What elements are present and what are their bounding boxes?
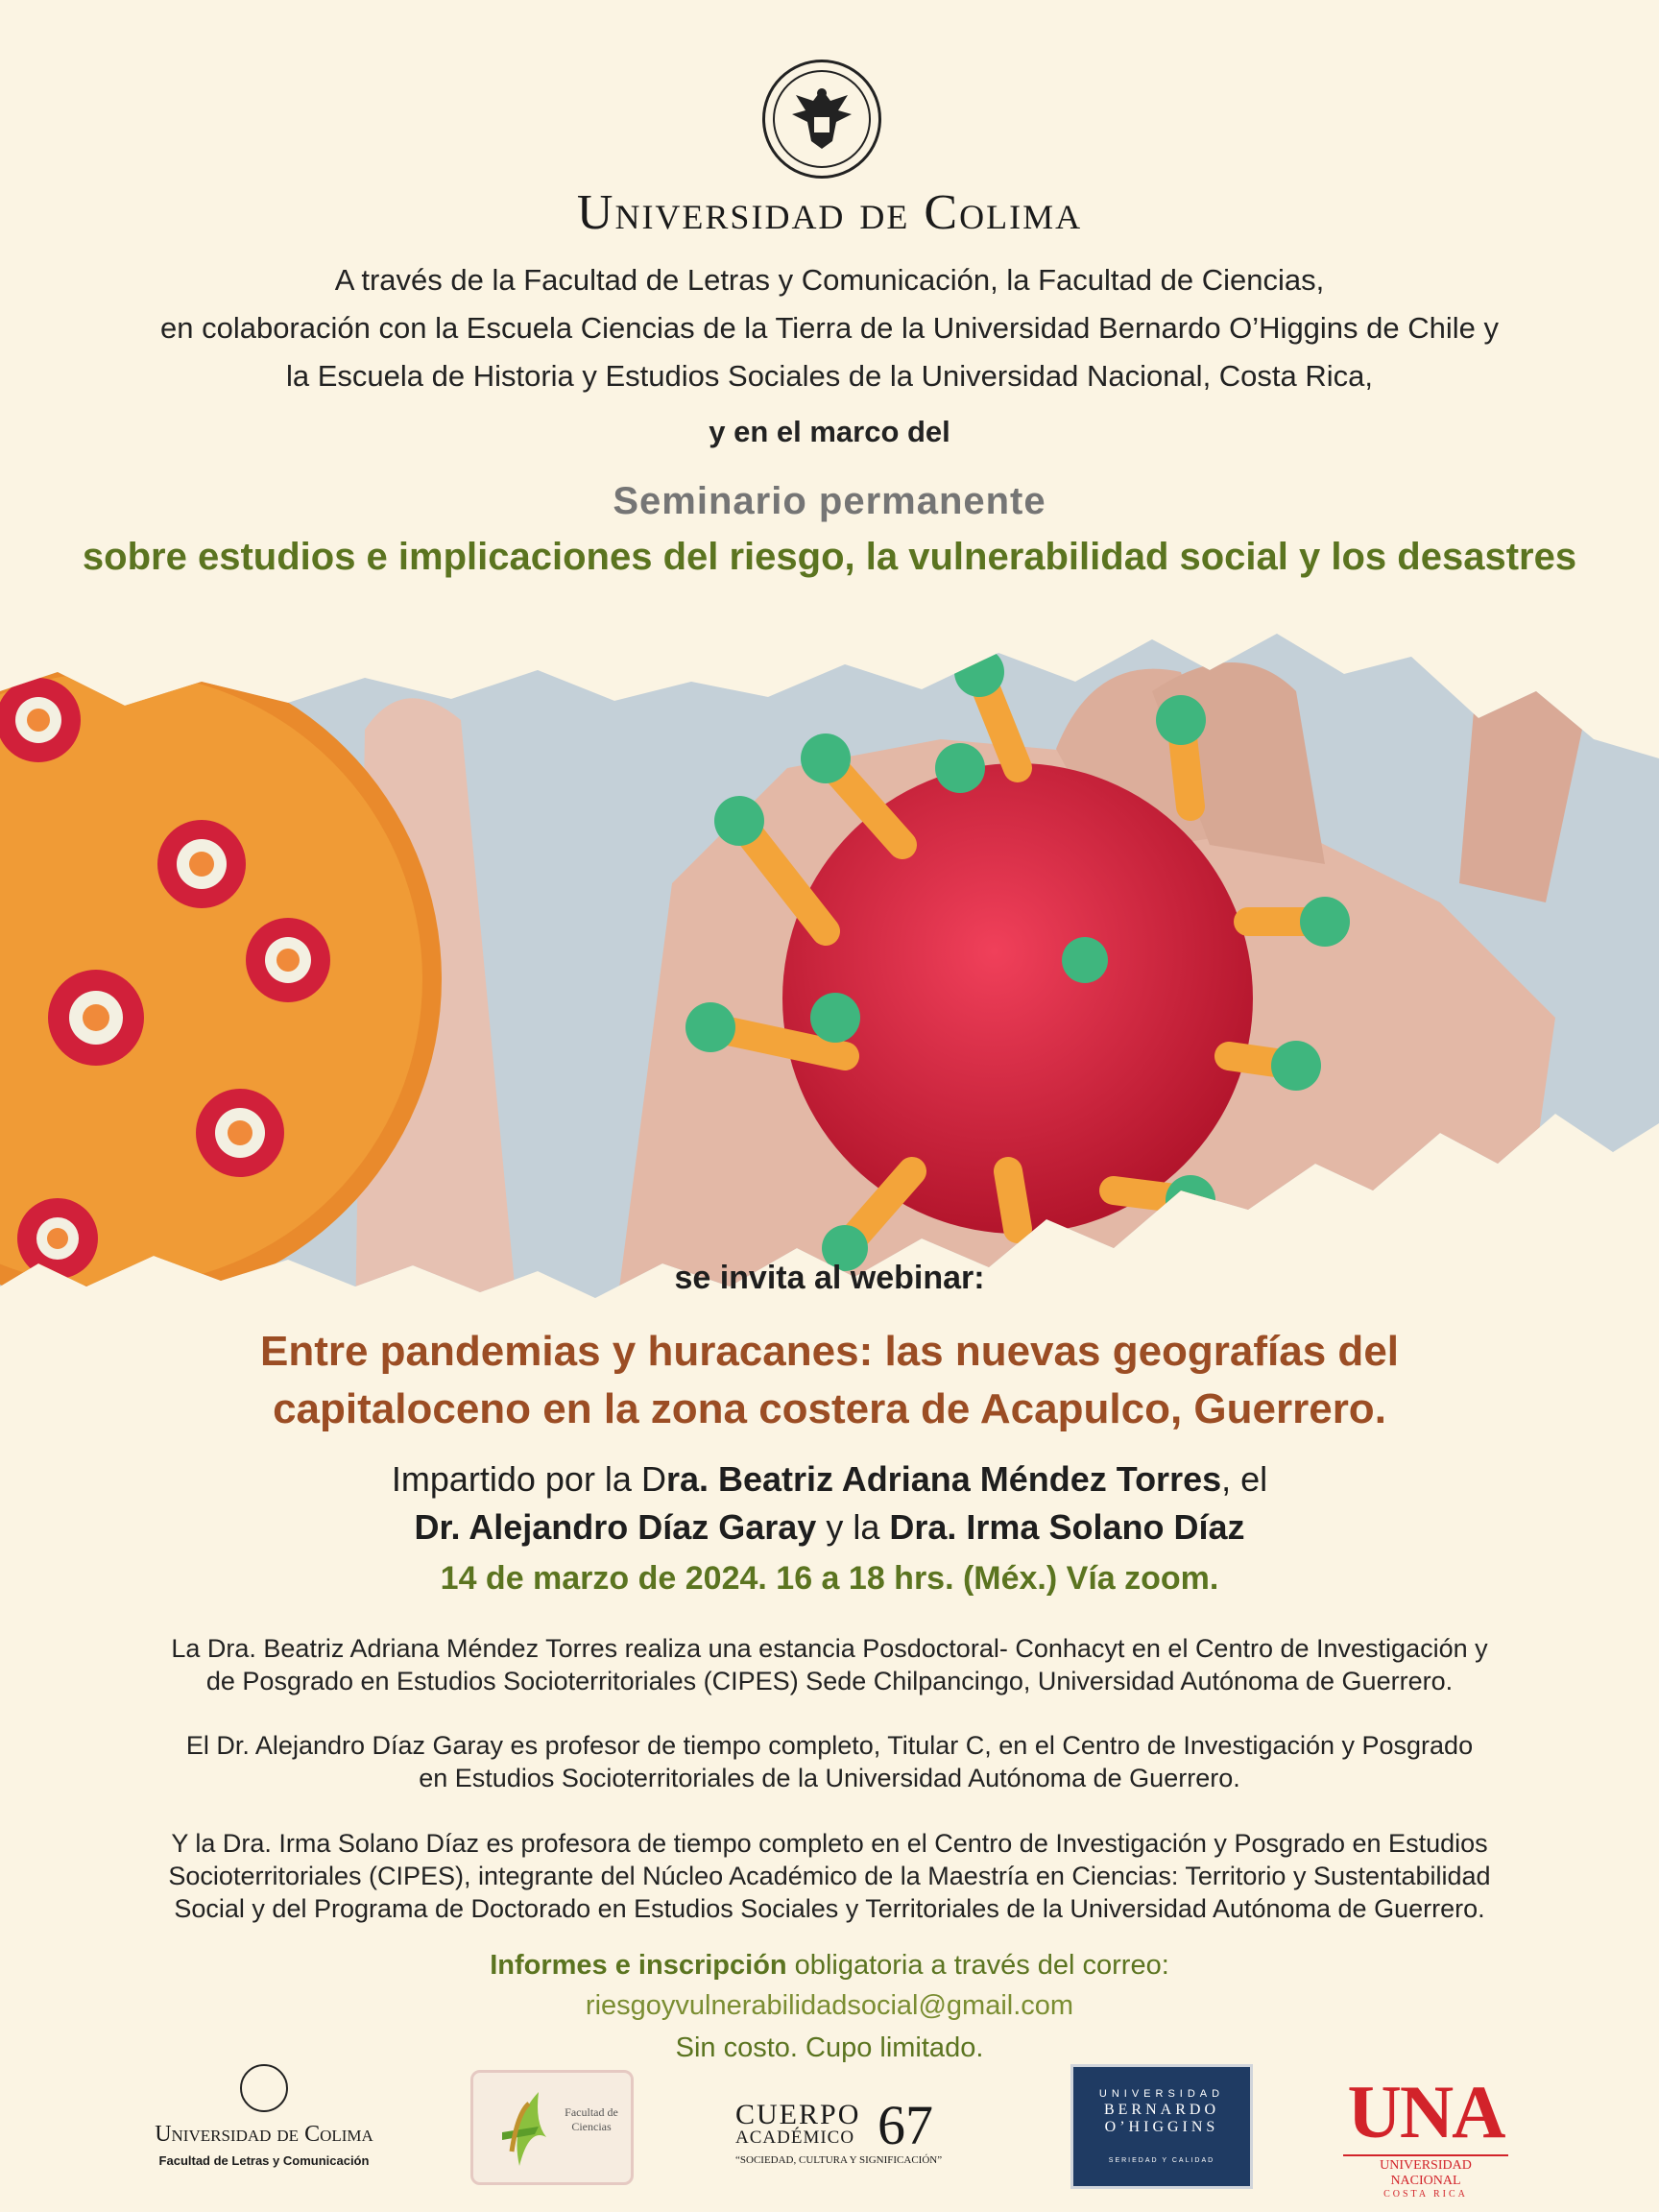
cuerpo-academico-logo xyxy=(730,2094,970,2176)
una-logo xyxy=(1330,2070,1522,2200)
bio-line: en Estudios Socioterritoriales de la Universidad Autónoma de Guerrero. xyxy=(419,1764,1240,1792)
colima-logo xyxy=(134,2064,394,2189)
webinar-invite: se invita al webinar: xyxy=(674,1260,985,1296)
bio-diaz xyxy=(0,1729,1659,1794)
crest-icon xyxy=(240,2064,288,2112)
cuerpo-number: 67 xyxy=(878,2094,933,2156)
frame-line: y en el marco del xyxy=(709,415,950,448)
speakers-line-1 xyxy=(0,1455,1659,1503)
ohiggins-logo xyxy=(1070,2064,1253,2189)
speakers xyxy=(0,1455,1659,1551)
una-sub-1: UNIVERSIDAD NACIONAL xyxy=(1343,2154,1508,2189)
contact-label-bold: Informes e inscripción xyxy=(490,1950,787,1981)
speaker-solano: Dra. Irma Solano Díaz xyxy=(889,1507,1245,1547)
bio-solano xyxy=(0,1827,1659,1925)
ohiggins-mid-2: O’HIGGINS xyxy=(1104,2119,1219,2135)
speakers-join-2: y la xyxy=(816,1507,890,1547)
bio-line: La Dra. Beatriz Adriana Méndez Torres realiza una estancia Posdoctoral- Conhacyt en el Centro de Investigación y xyxy=(171,1634,1488,1663)
ohiggins-mid-1: BERNARDO xyxy=(1103,2102,1219,2118)
una-sub-2: COSTA RICA xyxy=(1383,2189,1468,2200)
cuerpo-line-2: ACADÉMICO xyxy=(735,2128,855,2148)
eagle-crest-icon xyxy=(773,70,871,168)
university-name: Universidad de Colima xyxy=(576,185,1083,240)
bio-line: Social y del Programa de Doctorado en Estudios Sociales y Territoriales de la Universidad Autónoma de Guerrero. xyxy=(174,1894,1485,1923)
seminar-title: Seminario permanente xyxy=(613,480,1046,522)
leaf-f-icon xyxy=(491,2084,558,2171)
speakers-prefix: Impartido por la D xyxy=(391,1459,666,1499)
speakers-join-1: , el xyxy=(1221,1459,1268,1499)
speaker-mendez: ra. Beatriz Adriana Méndez Torres xyxy=(665,1459,1222,1499)
intro-line-1: A través de la Facultad de Letras y Comunicación, la Facultad de Ciencias, xyxy=(334,263,1325,297)
intro-line-3: la Escuela de Historia y Estudios Sociales de la Universidad Nacional, Costa Rica, xyxy=(285,359,1374,393)
cost-note: Sin costo. Cupo limitado. xyxy=(675,2032,984,2063)
bio-line: El Dr. Alejandro Díaz Garay es profesor de tiempo completo, Titular C, en el Centro de Investigación y Posgrado xyxy=(185,1731,1474,1760)
cuerpo-tag: “SOCIEDAD, CULTURA Y SIGNIFICACIÓN” xyxy=(735,2154,943,2166)
bio-line: Y la Dra. Irma Solano Díaz es profesora de tiempo completo en el Centro de Investigación y Posgrado en Estudios xyxy=(171,1829,1488,1858)
cuerpo-line-1: CUERPO xyxy=(735,2099,861,2130)
una-big: UNA xyxy=(1347,2070,1504,2153)
event-date: 14 de marzo de 2024. 16 a 18 hrs. (Méx.) Vía zoom. xyxy=(440,1560,1219,1597)
speaker-diaz: Dr. Alejandro Díaz Garay xyxy=(414,1507,817,1547)
colima-logo-sub: Facultad de Letras y Comunicación xyxy=(158,2153,370,2168)
ciencias-logo xyxy=(470,2070,634,2185)
ohiggins-tag: SERIEDAD Y CALIDAD xyxy=(1108,2157,1215,2164)
logos-row xyxy=(0,2064,1659,2208)
ohiggins-top: UNIVERSIDAD xyxy=(1098,2088,1225,2100)
webinar-title-line-1: Entre pandemias y huracanes: las nuevas geografías del xyxy=(259,1328,1400,1375)
bio-line: de Posgrado en Estudios Socioterritoriales (CIPES) Sede Chilpancingo, Universidad Autónoma de Guerrero. xyxy=(205,1667,1454,1695)
intro-line-2: en colaboración con la Escuela Ciencias de la Tierra de la Universidad Bernardo O’Higgins de Chile y xyxy=(159,311,1500,345)
hero-photo xyxy=(0,614,1659,1325)
contact-label xyxy=(0,1947,1659,1984)
contact-email[interactable]: riesgoyvulnerabilidadsocial@gmail.com xyxy=(585,1990,1074,2021)
seminar-subtitle: sobre estudios e implicaciones del riesgo, la vulnerabilidad social y los desastres xyxy=(82,536,1577,578)
bio-line: Socioterritoriales (CIPES), integrante del Núcleo Académico de la Maestría en Ciencias: Territorio y Sustentabilidad xyxy=(168,1862,1491,1890)
colima-logo-name: Universidad de Colima xyxy=(155,2122,373,2147)
speakers-line-2 xyxy=(0,1503,1659,1551)
contact-label-rest: obligatoria a través del correo: xyxy=(786,1950,1169,1981)
bio-mendez xyxy=(0,1632,1659,1697)
ciencias-logo-text: Facultad de Ciencias xyxy=(565,2105,618,2133)
university-seal xyxy=(762,60,881,179)
webinar-title xyxy=(0,1323,1659,1438)
webinar-title-line-2: capitaloceno en la zona costera de Acapulco, Guerrero. xyxy=(273,1385,1386,1432)
